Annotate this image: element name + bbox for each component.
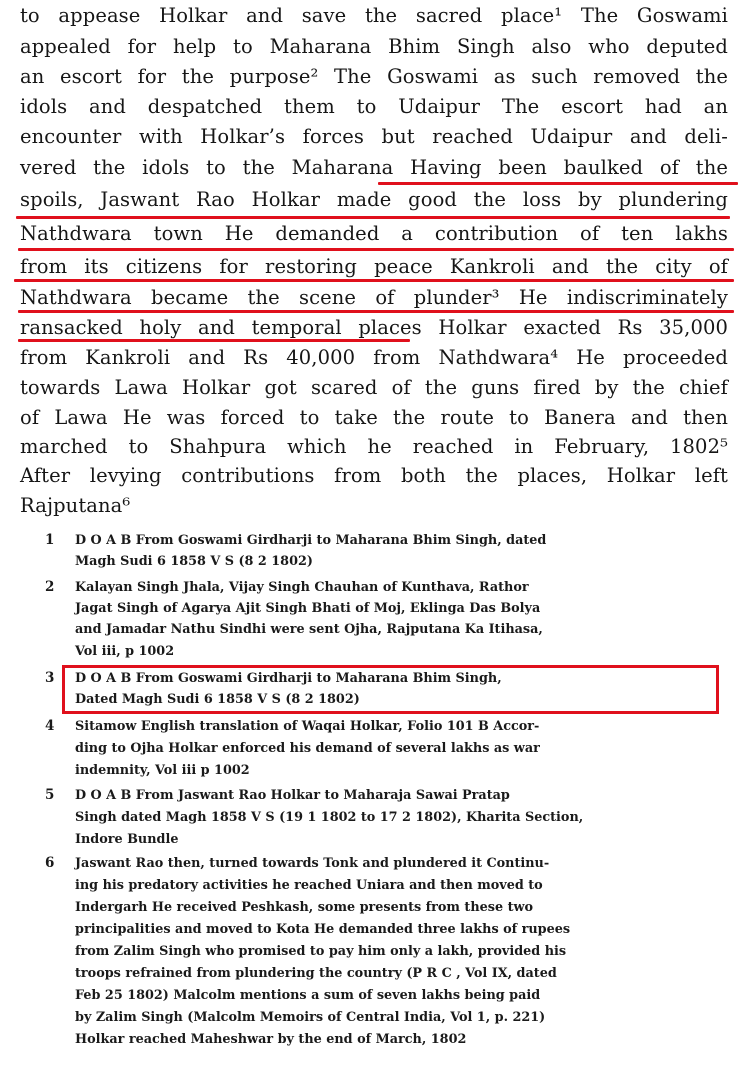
body-line: After levying contributions from both the places, Holkar left <box>20 464 728 487</box>
footnote-line: Singh dated Magh 1858 V S (19 1 1802 to 17 2 1802), Kharita Section, <box>75 810 584 825</box>
footnote-line: by Zalim Singh (Malcolm Memoirs of Central India, Vol 1, p. 221) <box>75 1010 546 1025</box>
footnote-line: Feb 25 1802) Malcolm mentions a sum of seven lakhs being paid <box>75 988 541 1003</box>
body-line: Nathdwara town He demanded a contribution of ten lakhs <box>20 222 728 245</box>
footnote-number: 3 <box>45 670 55 686</box>
body-line: encounter with Holkar’s forces but reached Udaipur and deli- <box>20 125 728 148</box>
footnote-line: D O A B From Jaswant Rao Holkar to Maharaja Sawai Pratap <box>75 788 510 803</box>
body-line: Rajputana⁶ <box>20 494 131 517</box>
red-highlight-box <box>62 665 719 714</box>
red-underline <box>14 279 734 282</box>
footnote-number: 1 <box>45 532 55 548</box>
body-line: to appease Holkar and save the sacred place¹ The Goswami <box>20 4 728 27</box>
body-line: spoils, Jaswant Rao Holkar made good the loss by plundering <box>20 188 728 211</box>
body-line: vered the idols to the Maharana Having been baulked of the <box>20 156 728 179</box>
body-line: Nathdwara became the scene of plunder³ He indiscriminately <box>20 286 728 309</box>
body-line: marched to Shahpura which he reached in February, 1802⁵ <box>20 435 728 458</box>
footnote-line: Jagat Singh of Agarya Ajit Singh Bhati of Moj, Eklinga Das Bolya <box>75 601 541 616</box>
body-line: idols and despatched them to Udaipur The escort had an <box>20 95 728 118</box>
footnote-line: D O A B From Goswami Girdharji to Maharana Bhim Singh, dated <box>75 533 547 548</box>
footnote-line: Dated Magh Sudi 6 1858 V S (8 2 1802) <box>75 692 360 707</box>
footnote-line: ding to Ojha Holkar enforced his demand of several lakhs as war <box>75 741 540 756</box>
footnote-line: Sitamow English translation of Waqai Holkar, Folio 101 B Accor- <box>75 719 540 734</box>
footnote-line: Kalayan Singh Jhala, Vijay Singh Chauhan of Kunthava, Rathor <box>75 580 529 595</box>
body-line: an escort for the purpose² The Goswami as such removed the <box>20 65 728 88</box>
red-underline <box>18 248 734 251</box>
body-line: ransacked holy and temporal places Holkar exacted Rs 35,000 <box>20 316 728 339</box>
body-line: towards Lawa Holkar got scared of the guns fired by the chief <box>20 376 728 399</box>
red-underline <box>18 310 734 313</box>
footnote-line: indemnity, Vol iii p 1002 <box>75 763 250 778</box>
body-line: of Lawa He was forced to take the route to Banera and then <box>20 406 728 429</box>
footnote-number: 6 <box>45 855 55 871</box>
footnote-line: Jaswant Rao then, turned towards Tonk and plundered it Continu- <box>75 856 550 871</box>
footnote-number: 2 <box>45 579 55 595</box>
footnote-line: principalities and moved to Kota He demanded three lakhs of rupees <box>75 922 571 937</box>
body-line: appealed for help to Maharana Bhim Singh also who deputed <box>20 35 728 58</box>
footnote-line: Indergarh He received Peshkash, some presents from these two <box>75 900 534 915</box>
footnote-line: Vol iii, p 1002 <box>75 644 175 659</box>
footnote-line: from Zalim Singh who promised to pay him only a lakh, provided his <box>75 944 567 959</box>
footnote-number: 5 <box>45 787 55 803</box>
red-underline <box>16 216 730 219</box>
red-underline <box>378 182 738 185</box>
body-line: from its citizens for restoring peace Kankroli and the city of <box>20 255 728 278</box>
body-line: from Kankroli and Rs 40,000 from Nathdwara⁴ He proceeded <box>20 346 728 369</box>
footnote-number: 4 <box>45 718 55 734</box>
footnote-line: D O A B From Goswami Girdharji to Maharana Bhim Singh, <box>75 671 502 686</box>
red-underline <box>18 339 410 342</box>
footnote-line: troops refrained from plundering the country (P R C , Vol IX, dated <box>75 966 557 981</box>
footnote-line: Magh Sudi 6 1858 V S (8 2 1802) <box>75 554 313 569</box>
footnote-line: Holkar reached Maheshwar by the end of March, 1802 <box>75 1032 467 1047</box>
footnote-line: and Jamadar Nathu Sindhi were sent Ojha, Rajputana Ka Itihasa, <box>75 622 543 637</box>
footnote-line: ing his predatory activities he reached Uniara and then moved to <box>75 878 543 893</box>
footnote-line: Indore Bundle <box>75 832 179 847</box>
